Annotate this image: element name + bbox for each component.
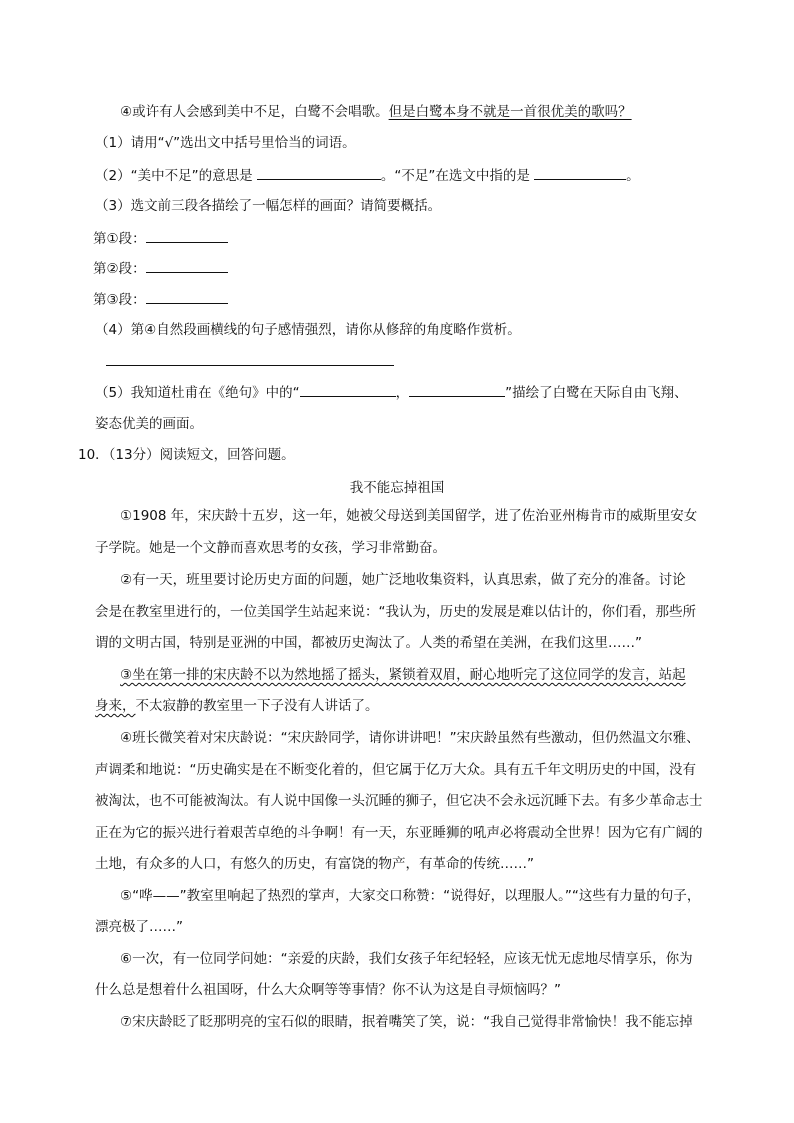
passage-p5-line1: ⑤“哗——”教室里响起了热烈的掌声，大家交口称赞：“说得好，以理服人。”“这些有力量的句子， [120,888,701,904]
sub-question-5 [95,382,688,403]
passage-p1-line1: ①1908 年，宋庆龄十五岁，这一年，她被父母送到美国留学，进了佐治亚州梅肯市的威斯里安女 [120,508,698,524]
passage-p6-line2: 什么总是想着什么祖国呀，什么大众啊等等事情？你不认为这是自寻烦恼吗？” [95,982,561,998]
paragraph-2-summary [93,258,228,279]
passage-p4-line1: ④班长微笑着对宋庆龄说：“宋庆龄同学，请你讲讲吧！”宋庆龄虽然有些激动，但仍然温文尔雅、 [120,730,700,746]
sub-question-5-part-c: ”描绘了白鹭在天际自由飞翔、 [505,385,688,401]
sub-question-5-continued: 姿态优美的画面。 [95,416,203,432]
wavy-underlined-sentence: ③坐在第一排的宋庆龄不以为然地摇了摇头，紧锁着双眉，耐心地听完了这位同学的发言，站起 [120,667,686,683]
passage-p3-line2 [95,696,379,716]
answer-blank-poem-line-2[interactable] [409,382,505,397]
passage-p3-line1 [120,665,686,685]
answer-line-rhetoric[interactable] [106,365,394,366]
sub-question-3: （3）选文前三段各描绘了一幅怎样的画面？请简要概括。 [95,198,442,214]
question-10-heading: 10．（13分）阅读短文，回答问题。 [78,447,295,463]
paragraph-2-label: 第②段： [93,261,146,277]
passage-paragraph-4 [120,102,632,122]
passage-p6-line1: ⑥一次，有一位同学问她：“亲爱的庆龄，我们女孩子年纪轻轻，应该无忧无虑地尽情享乐，你为 [120,951,693,967]
sub-question-4: （4）第④自然段画横线的句子感情强烈，请你从修辞的角度略作赏析。 [95,322,521,338]
passage-p3-text: 不太寂静的教室里一下子没有人讲话了。 [135,698,379,714]
passage-p4-line3: 被淘汰，也不可能被淘汰。有人说中国像一头沉睡的狮子，但它决不会永远沉睡下去。有多少革命志士 [95,793,703,809]
sub-question-2-part-b: 。“不足”在选文中指的是 [380,168,530,184]
answer-blank-poem-line-1[interactable] [300,382,396,397]
answer-blank-paragraph-1[interactable] [146,228,228,243]
sub-question-2 [95,165,640,186]
answer-blank-meaning[interactable] [257,165,381,180]
wavy-underlined-continuation: 身来， [95,698,136,714]
passage-p4-line5: 土地，有众多的人口，有悠久的历史，有富饶的物产，有革命的传统……” [95,856,534,872]
passage-p2-line1: ②有一天，班里要讨论历史方面的问题，她广泛地收集资料，认真思索，做了充分的准备。讨论 [120,572,686,588]
sub-question-5-part-a: （5）我知道杜甫在《绝句》中的“ [95,385,300,401]
sub-question-2-part-c: 。 [626,168,640,184]
passage-p5-line2: 漂亮极了……” [95,919,183,935]
paragraph-1-summary [93,228,228,249]
passage-p1-line2: 子学院。她是一个文静而喜欢思考的女孩，学习非常勤奋。 [95,540,446,556]
answer-blank-shortfall[interactable] [534,165,626,180]
answer-blank-paragraph-2[interactable] [146,258,228,273]
paragraph-1-label: 第①段： [93,231,146,247]
answer-blank-paragraph-3[interactable] [146,289,228,304]
passage-p4-line2: 声调柔和地说：“历史确实是在不断变化着的，但它属于亿万大众。具有五千年文明历史的中国，没有 [95,762,696,778]
passage-title: 我不能忘掉祖国 [349,480,445,496]
passage-p4-line4: 正在为它的振兴进行着艰苦卓绝的斗争啊！有一天，东亚睡狮的吼声必将震动全世界！因为它有广阔的 [95,825,703,841]
paragraph-3-label: 第③段： [93,292,146,308]
passage-p2-line3: 谓的文明古国，特别是亚洲的中国，都被历史淘汰了。人类的希望在美洲，在我们这里……” [95,635,642,651]
passage-p7-line1: ⑦宋庆龄眨了眨那明亮的宝石似的眼睛，抿着嘴笑了笑，说：“我自己觉得非常愉快！我不能忘掉 [120,1014,693,1030]
passage-p2-line2: 会是在教室里进行的，一位美国学生站起来说：“我认为，历史的发展是难以估计的，你们看，那些所 [95,604,696,620]
sub-question-2-part-a: （2）“美中不足”的意思是 [95,168,253,184]
paragraph-3-summary [93,289,228,310]
paragraph-4-text: ④或许有人会感到美中不足，白鹭不会唱歌。 [120,104,389,120]
sub-question-1: （1）请用“√”选出文中括号里恰当的词语。 [95,135,356,151]
underlined-sentence: 但是白鹭本身不就是一首很优美的歌吗？ [388,104,632,120]
sub-question-5-comma: ， [395,385,410,401]
